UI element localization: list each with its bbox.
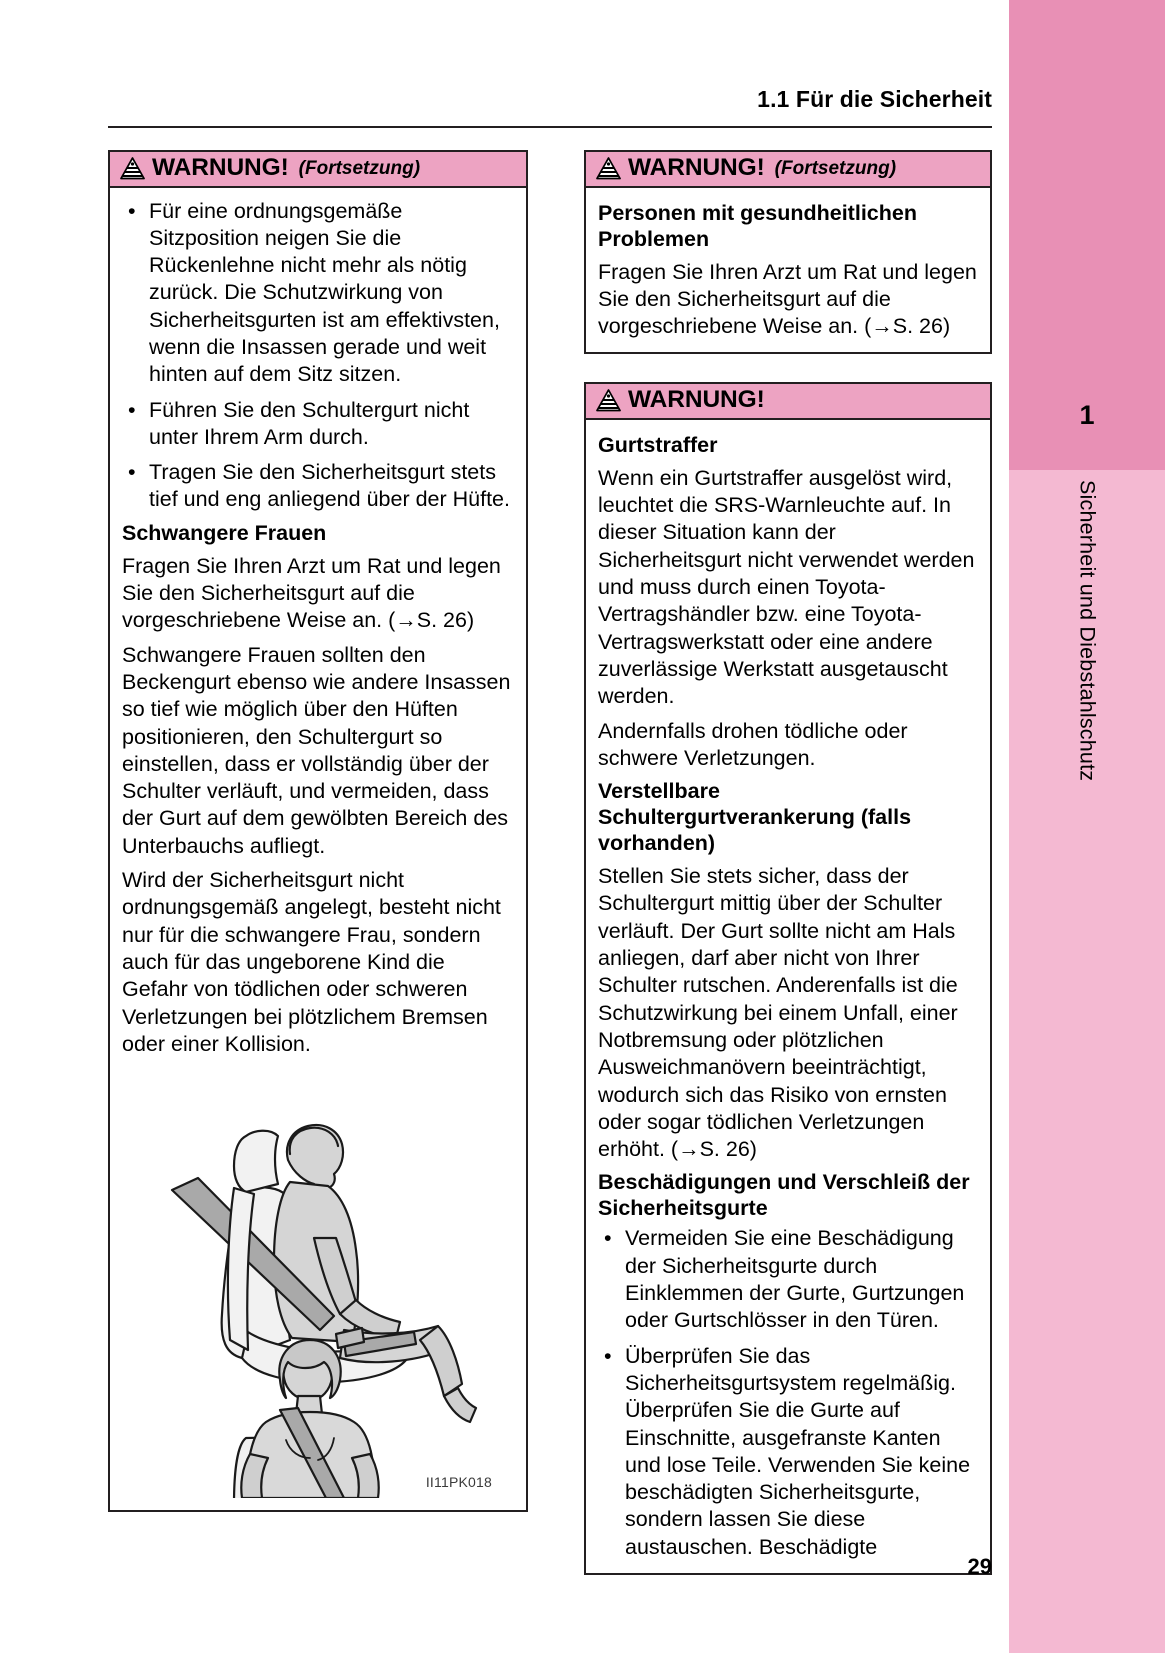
list-item: [598, 1343, 978, 1561]
warning-box-left-body: [110, 188, 526, 1511]
left-column: [108, 150, 528, 1540]
bullet-dot-icon: •: [128, 397, 136, 422]
warning-box-left: [108, 150, 528, 1512]
list-item-text: Tragen Sie den Sicherheitsgurt stets tief und eng anliegend über der Hüfte.: [149, 460, 510, 512]
warning-triangle-icon: [596, 157, 621, 180]
seatbelt-illustration: [122, 1078, 514, 1498]
paragraph-pregnant-2: Schwangere Frauen sollten den Beckengurt ebenso wie andere Insassen so tief wie möglich über den Hüften positionieren, den Schultergurt so einstellen, dass er vollständig über der Schulter verläuft, und vermeiden, dass der Gurt auf dem gewölbten Bereich des Unterbauchs aufliegt.: [122, 642, 511, 858]
warning-triangle-icon: [120, 157, 145, 180]
list-item: [122, 397, 514, 452]
list-item-text: Führen Sie den Schultergurt nicht unter Ihrem Arm durch.: [149, 397, 470, 449]
paragraph-pregnant-1: Fragen Sie Ihren Arzt um Rat und legen Sie den Sicherheitsgurt auf die vorgeschriebene Weise an. (→S. 26): [122, 553, 501, 633]
bullet-dot-icon: •: [128, 460, 136, 485]
right-column: [584, 150, 992, 1603]
header-divider: [108, 126, 992, 128]
left-bullet-list: [122, 198, 514, 514]
chapter-title-vertical: [1009, 480, 1165, 1380]
figure-caption-code: II11PK018: [425, 1474, 492, 1491]
chapter-number: 1: [1079, 399, 1095, 430]
warning-label: WARNUNG!: [152, 154, 289, 181]
page-number: 29: [967, 1554, 992, 1579]
edge-tab-number-band: [1009, 360, 1165, 470]
paragraph-pregnant-3: Wird der Sicherheitsgurt nicht ordnungsgemäß angelegt, besteht nicht nur für die schwangere Frau, sondern auch für das ungeborene Kind die Gefahr von tödlichen oder schweren Verletzungen bei plötzlichem Bremsen oder einer Kollision.: [122, 868, 501, 1056]
paragraph-health-problems: Fragen Sie Ihren Arzt um Rat und legen Sie den Sicherheitsgurt auf die vorgeschriebene Weise an. (→S. 26): [598, 259, 977, 339]
seatbelt-figure-graphic: [138, 1078, 498, 1498]
paragraph-adjustable-anchor: Stellen Sie stets sicher, dass der Schultergurt mittig über der Schulter verläuft. Der Gurt sollte nicht am Hals anliegen, darf aber nicht von Ihrer Schulter rutschen. Anderenfalls ist die Schutzwirkung bei einem Unfall, einer Notbremsung oder plötzlichen Ausweichmanövern beeinträchtigt, wodurch sich das Risiko von ernsten oder sogar tödlichen Verletzungen erhöht. (→S. 26): [598, 864, 958, 1162]
warning-box-right-2-header: [586, 384, 990, 420]
warning-box-right-2: [584, 382, 992, 1575]
warning-box-right-1: [584, 150, 992, 354]
bullet-dot-icon: •: [604, 1343, 612, 1368]
list-item-text: Überprüfen Sie das Sicherheitsgurtsystem regelmäßig. Überprüfen Sie die Gurte auf Einschnitte, ausgefranste Kanten und lose Teile. Verwenden Sie keine beschädigten Sicherheitsgurte, sondern lassen Sie diese austauschen. Beschädigte: [625, 1343, 971, 1559]
subheading-pregnant-women: Schwangere Frauen: [122, 520, 327, 545]
subheading-damage-wear: Beschädigungen und Verschleiß der Sicherheitsgurte: [598, 1170, 970, 1221]
list-item: [122, 198, 514, 389]
warning-continuation-label: (Fortsetzung): [774, 157, 897, 179]
paragraph-pretensioner-2: Andernfalls drohen tödliche oder schwere Verletzungen.: [598, 718, 908, 770]
list-item: [598, 1225, 978, 1334]
warning-box-left-header: [110, 152, 526, 188]
subheading-health-problems: Personen mit gesundheitlichen Problemen: [598, 200, 917, 251]
warning-box-right-1-header: [586, 152, 990, 188]
chapter-edge-tab: [1009, 0, 1165, 1653]
warning-box-right-2-body: [586, 420, 990, 1573]
page-title: 1.1 Für die Sicherheit: [757, 86, 992, 112]
list-item-text: Vermeiden Sie eine Beschädigung der Sicherheitsgurte durch Einklemmen der Gurte, Gurtzungen oder Gurtschlösser in den Türen.: [625, 1226, 965, 1333]
subheading-adjustable-anchor: Verstellbare Schultergurtverankerung (falls vorhanden): [598, 779, 912, 856]
list-item-text: Für eine ordnungsgemäße Sitzposition neigen Sie die Rückenlehne nicht mehr als nötig zurück. Die Schutzwirkung von Sicherheitsgurten ist am effektivsten, wenn die Insassen gerade und weit hinten auf dem Sitz sitzen.: [149, 198, 500, 387]
warning-box-right-1-body: [586, 188, 990, 353]
warning-continuation-label: (Fortsetzung): [298, 157, 421, 179]
paragraph-pretensioner-1: Wenn ein Gurtstraffer ausgelöst wird, leuchtet die SRS-Warnleuchte auf. In dieser Situation kann der Sicherheitsgurt nicht verwendet werden und muss durch einen Toyota-Vertragshändler bzw. eine Toyota-Vertragswerkstatt oder eine andere zuverlässige Werkstatt ausgetauscht werden.: [598, 465, 975, 709]
chapter-title-text: Sicherheit und Diebstahlschutz: [1075, 480, 1100, 782]
list-item: [122, 459, 514, 514]
bullet-dot-icon: •: [604, 1226, 612, 1251]
edge-tab-top-band: [1009, 0, 1165, 360]
warning-label: WARNUNG!: [628, 386, 765, 414]
right-bullet-list: [598, 1225, 978, 1561]
subheading-pretensioner: Gurtstraffer: [598, 432, 718, 457]
warning-label: WARNUNG!: [628, 154, 765, 181]
warning-triangle-icon: [596, 389, 621, 412]
bullet-dot-icon: •: [128, 198, 136, 223]
